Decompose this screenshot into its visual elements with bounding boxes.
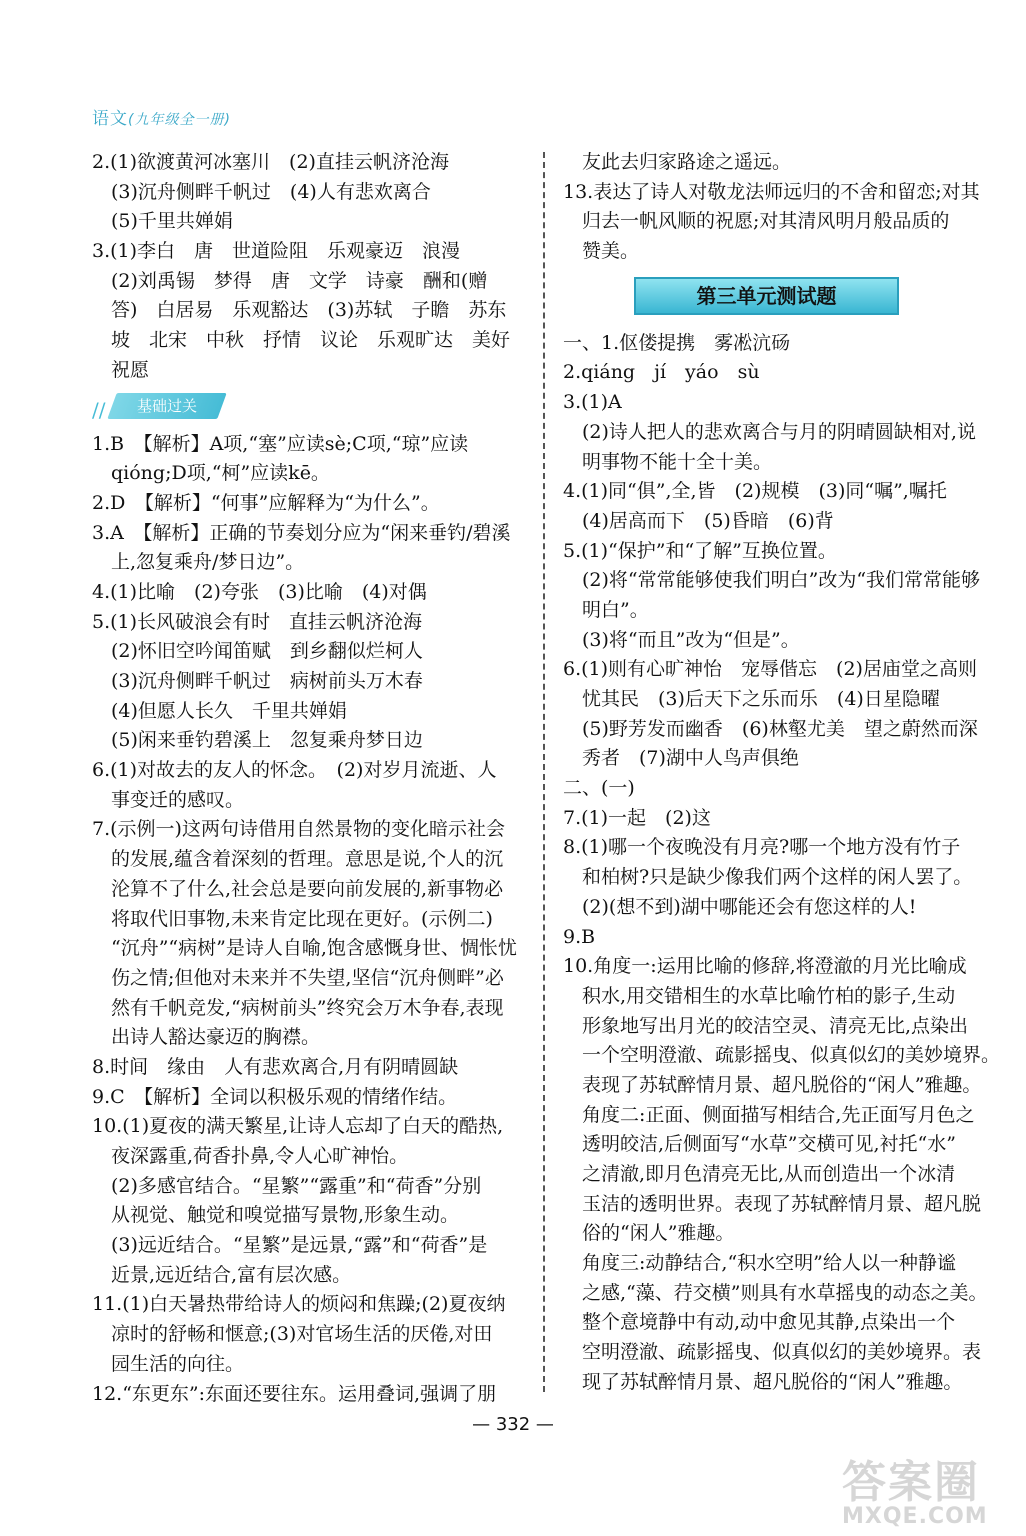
answer-line: 俗的“闲人”雅趣。 xyxy=(563,1222,735,1245)
watermark-logo: 答案圈 MXQE.COM xyxy=(842,1457,988,1529)
answer-line: (3)沉舟侧畔千帆过 (4)人有悲欢离合 xyxy=(92,180,431,203)
answer-line: 归去一帆风顺的祝愿;对其清风明月般品质的 xyxy=(563,210,950,233)
answer-line: 2.(1)欲渡黄河冰塞川 (2)直挂云帆济沧海 xyxy=(92,151,449,173)
left-answers-top xyxy=(92,148,527,386)
answer-line: 8.(1)哪一个夜晚没有月亮?哪一个地方没有竹子 xyxy=(563,836,961,859)
running-header xyxy=(92,104,231,129)
answer-line: 整个意境静中有动,动中愈见其静,点染出一个 xyxy=(563,1311,956,1334)
section-badge xyxy=(107,393,226,419)
answer-line: 近景,远近结合,富有层次感。 xyxy=(92,1263,352,1286)
answer-line: 7.(1)一起 (2)这 xyxy=(563,806,711,829)
header-title: 语文 xyxy=(92,109,128,129)
answer-line: 现了苏轼醉情月景、超凡脱俗的“闲人”雅趣。 xyxy=(563,1370,963,1393)
answer-line: 上,忽复乘舟/梦日边”。 xyxy=(92,551,305,574)
answer-line: 祝愿 xyxy=(92,358,150,381)
answer-line: 坡 北宋 中秋 抒情 议论 乐观旷达 美好 xyxy=(92,329,511,352)
right-column xyxy=(563,148,1000,1398)
answer-line: 明事物不能十全十美。 xyxy=(563,450,773,473)
column-divider xyxy=(543,152,545,1392)
answer-line: 透明皎洁,后侧面写“水草”交横可见,衬托“水” xyxy=(563,1133,956,1156)
answer-line: 的发展,蕴含着深刻的哲理。意思是说,个人的沉 xyxy=(92,848,504,871)
answer-line: 13.表达了诗人对敬龙法师远归的不舍和留恋;对其 xyxy=(563,180,980,203)
answer-line: 9.B xyxy=(563,925,596,948)
answer-line: (2)诗人把人的悲欢离合与月的阴晴圆缺相对,说 xyxy=(563,420,976,443)
answer-line: 和柏树?只是缺少像我们两个这样的闲人罢了。 xyxy=(563,866,973,889)
answer-line: 空明澄澈、疏影摇曳、似真似幻的美妙境界。表 xyxy=(563,1341,982,1364)
answer-line: 一、1.伛偻提携 雾凇沆砀 xyxy=(563,331,791,354)
answer-line: (2)将“常常能够使我们明白”改为“我们常常能够 xyxy=(563,569,981,592)
answer-line: 友此去归家路途之遥远。 xyxy=(563,151,792,173)
answer-line: 凉时的舒畅和惬意;(3)对官场生活的厌倦,对田 xyxy=(92,1323,493,1346)
answer-line: 将取代旧事物,未来肯定比现在更好。(示例二) xyxy=(92,907,493,930)
answer-line: 明白”。 xyxy=(563,598,649,621)
slash-decoration-icon: // xyxy=(92,397,106,422)
answer-line: 11.(1)白天暑热带给诗人的烦闷和焦躁;(2)夏夜纳 xyxy=(92,1293,506,1316)
answer-line: 忧其民 (3)后天下之乐而乐 (4)日星隐曜 xyxy=(563,688,940,710)
answer-line: 2.D 【解析】“何事”应解释为“为什么”。 xyxy=(92,491,440,514)
answer-line: 出诗人豁达豪迈的胸襟。 xyxy=(92,1026,321,1049)
answer-line: 7.(示例一)这两句诗借用自然景物的变化暗示社会 xyxy=(92,818,505,841)
right-answers-top xyxy=(563,148,1000,267)
answer-line: (3)远近结合。“星繁”是远景,“露”和“荷香”是 xyxy=(92,1234,488,1257)
answer-line: 10.角度一:运用比喻的修辞,将澄澈的月光比喻成 xyxy=(563,955,967,978)
answer-line: 4.(1)比喻 (2)夸张 (3)比喻 (4)对偶 xyxy=(92,580,427,603)
answer-line: 角度三:动静结合,“积水空明”给人以一种静谧 xyxy=(563,1252,956,1275)
answer-line: 5.(1)“保护”和“了解”互换位置。 xyxy=(563,539,837,562)
section-badge-label: 基础过关 xyxy=(136,396,197,415)
answer-line: 沦算不了什么,社会总是要向前发展的,新事物必 xyxy=(92,877,504,900)
answer-line: 3.A 【解析】正确的节奏划分应为“闲来垂钓/碧溪 xyxy=(92,521,511,544)
answer-line: 12.“东更东”:东面还要往东。运用叠词,强调了朋 xyxy=(92,1382,497,1405)
answer-line: (5)千里共婵娟 xyxy=(92,210,233,233)
answer-line: 6.(1)则有心旷神怡 宠辱偕忘 (2)居庙堂之高则 xyxy=(563,658,977,681)
answer-line: 园生活的向往。 xyxy=(92,1352,245,1375)
answer-line: 角度二:正面、侧面描写相结合,先正面写月色之 xyxy=(563,1103,975,1126)
left-column xyxy=(92,148,527,1409)
answer-line: (4)居高而下 (5)昏暗 (6)背 xyxy=(563,509,834,532)
page-number: — 332 — xyxy=(472,1414,554,1435)
answer-line: 8.时间 缘由 人有悲欢离合,月有阴晴圆缺 xyxy=(92,1055,459,1078)
right-answers-unit-test xyxy=(563,329,1000,1398)
answer-line: 1.B 【解析】A项,“塞”应读sè;C项,“琼”应读 xyxy=(92,432,469,455)
answer-line: 3.(1)李白 唐 世道险阻 乐观豪迈 浪漫 xyxy=(92,240,461,263)
answer-line: “沉舟”“病树”是诗人自喻,饱含感慨身世、惆怅忧 xyxy=(92,937,517,960)
answer-line: 3.(1)A xyxy=(563,391,622,414)
left-answers-basic xyxy=(92,430,527,1410)
answer-line: (5)野芳发而幽香 (6)林壑尤美 望之蔚然而深 xyxy=(563,717,978,740)
answer-line: (3)沉舟侧畔千帆过 病树前头万木春 xyxy=(92,670,423,692)
answer-line: (2)怀旧空吟闻笛赋 到乡翻似烂柯人 xyxy=(92,640,423,663)
answer-line: 赞美。 xyxy=(563,240,640,263)
answer-line: 6.(1)对故去的友人的怀念。 (2)对岁月流逝、人 xyxy=(92,759,497,782)
answer-line: 5.(1)长风破浪会有时 直挂云帆济沧海 xyxy=(92,610,423,633)
answer-line: 4.(1)同“俱”,全,皆 (2)规模 (3)同“嘱”,嘱托 xyxy=(563,480,947,503)
unit-test-title: 第三单元测试题 xyxy=(634,277,899,315)
answer-line: (2)(想不到)湖中哪能还会有您这样的人! xyxy=(563,895,917,918)
answer-line: 形象地写出月光的皎洁空灵、清亮无比,点染出 xyxy=(563,1014,969,1037)
answer-line: 之清澈,即月色清亮无比,从而创造出一个冰清 xyxy=(563,1163,956,1185)
section-badge-row xyxy=(92,386,527,430)
answer-line: 之感,“藻、荇交横”则具有水草摇曳的动态之美。 xyxy=(563,1281,988,1304)
answer-line: 从视觉、触觉和嗅觉描写景物,形象生动。 xyxy=(92,1204,460,1227)
answer-line: 事变迁的感叹。 xyxy=(92,788,245,811)
answer-line: (3)将“而且”改为“但是”。 xyxy=(563,628,800,651)
answer-line: 一个空明澄澈、疏影摇曳、似真似幻的美妙境界。 xyxy=(563,1044,1001,1067)
answer-line: 二、(一) xyxy=(563,777,635,800)
answer-line: 9.C 【解析】全词以积极乐观的情绪作结。 xyxy=(92,1085,458,1108)
answer-line: 秀者 (7)湖中人鸟声俱绝 xyxy=(563,747,799,770)
answer-line: 答) 白居易 乐观豁达 (3)苏轼 子瞻 苏东 xyxy=(92,299,507,322)
answer-line: (2)多感官结合。“星繁”“露重”和“荷香”分别 xyxy=(92,1174,482,1197)
answer-line: 伤之情;但他对未来并不失望,坚信“沉舟侧畔”必 xyxy=(92,966,504,989)
answer-line: (2)刘禹锡 梦得 唐 文学 诗豪 酬和(赠 xyxy=(92,269,488,292)
answer-line: 表现了苏轼醉情月景、超凡脱俗的“闲人”雅趣。 xyxy=(563,1073,982,1096)
header-subtitle: (九年级全一册) xyxy=(128,112,231,128)
answer-line: 10.(1)夏夜的满天繁星,让诗人忘却了白天的酷热, xyxy=(92,1115,504,1138)
answer-line: (4)但愿人长久 千里共婵娟 xyxy=(92,699,347,722)
answer-line: 2.qiáng jí yáo sù xyxy=(563,361,760,384)
unit-title-row xyxy=(563,267,1000,329)
answer-line: 积水,用交错相生的水草比喻竹柏的影子,生动 xyxy=(563,984,956,1007)
answer-line: qióng;D项,“柯”应读kē。 xyxy=(92,462,330,485)
answer-line: 夜深露重,荷香扑鼻,令人心旷神怡。 xyxy=(92,1145,409,1167)
answer-line: 然有千帆竞发,“病树前头”终究会万木争春,表现 xyxy=(92,996,504,1019)
answer-line: 玉洁的透明世界。表现了苏轼醉情月景、超凡脱 xyxy=(563,1192,982,1215)
answer-line: (5)闲来垂钓碧溪上 忽复乘舟梦日边 xyxy=(92,729,423,752)
